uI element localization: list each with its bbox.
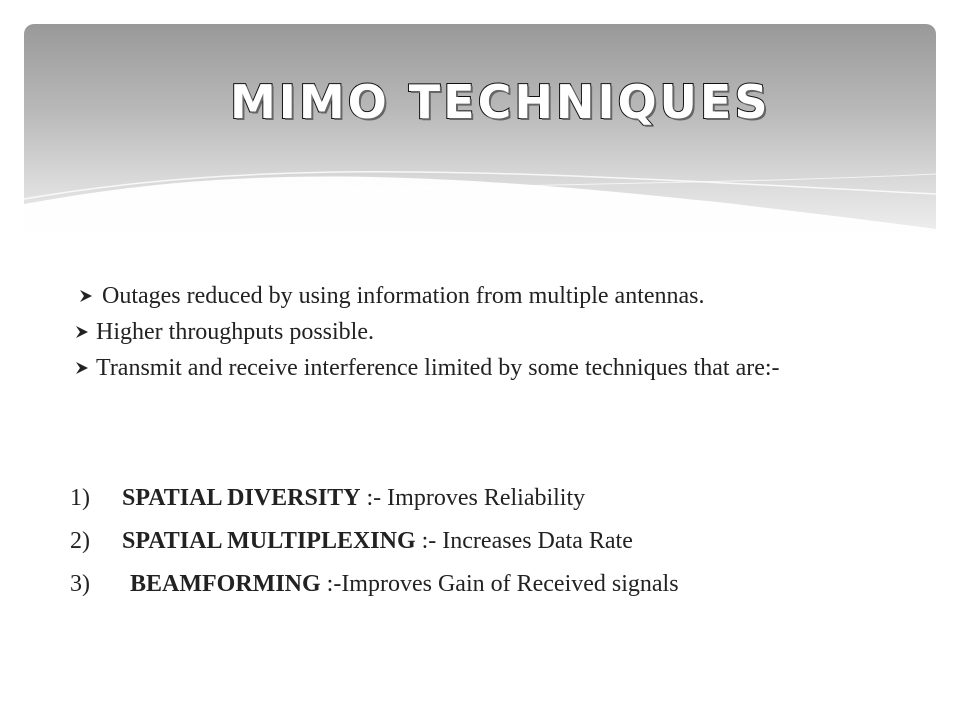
bullet-item (74, 282, 894, 310)
technique-term: BEAMFORMING (130, 571, 321, 597)
slide-title: MIMO TECHNIQUES (230, 75, 771, 129)
technique-term: SPATIAL MULTIPLEXING (122, 528, 416, 554)
technique-number: 3) (70, 571, 90, 597)
bullet-item (74, 318, 894, 346)
technique-item (70, 484, 910, 512)
technique-term: SPATIAL DIVERSITY (122, 485, 361, 511)
arrow-bullet-icon (74, 324, 90, 340)
bullet-text: Transmit and receive interference limited by some techniques that are:- (96, 355, 780, 381)
technique-number: 2) (70, 528, 90, 554)
arrow-bullet-icon (78, 288, 94, 304)
bullet-text: Higher throughputs possible. (96, 319, 374, 345)
arrow-bullet-icon (74, 360, 90, 376)
technique-list (70, 484, 910, 613)
technique-item (70, 527, 910, 555)
bullet-text: Outages reduced by using information from multiple antennas. (102, 283, 705, 309)
bullet-item (74, 354, 894, 382)
bullet-list (74, 282, 894, 390)
technique-description: :-Improves Gain of Received signals (320, 571, 679, 597)
technique-description: :- Increases Data Rate (415, 528, 633, 554)
title-band (24, 24, 936, 274)
technique-number: 1) (70, 485, 90, 511)
wave-decoration (24, 24, 936, 274)
technique-description: :- Improves Reliability (360, 485, 586, 511)
technique-item (70, 570, 910, 598)
